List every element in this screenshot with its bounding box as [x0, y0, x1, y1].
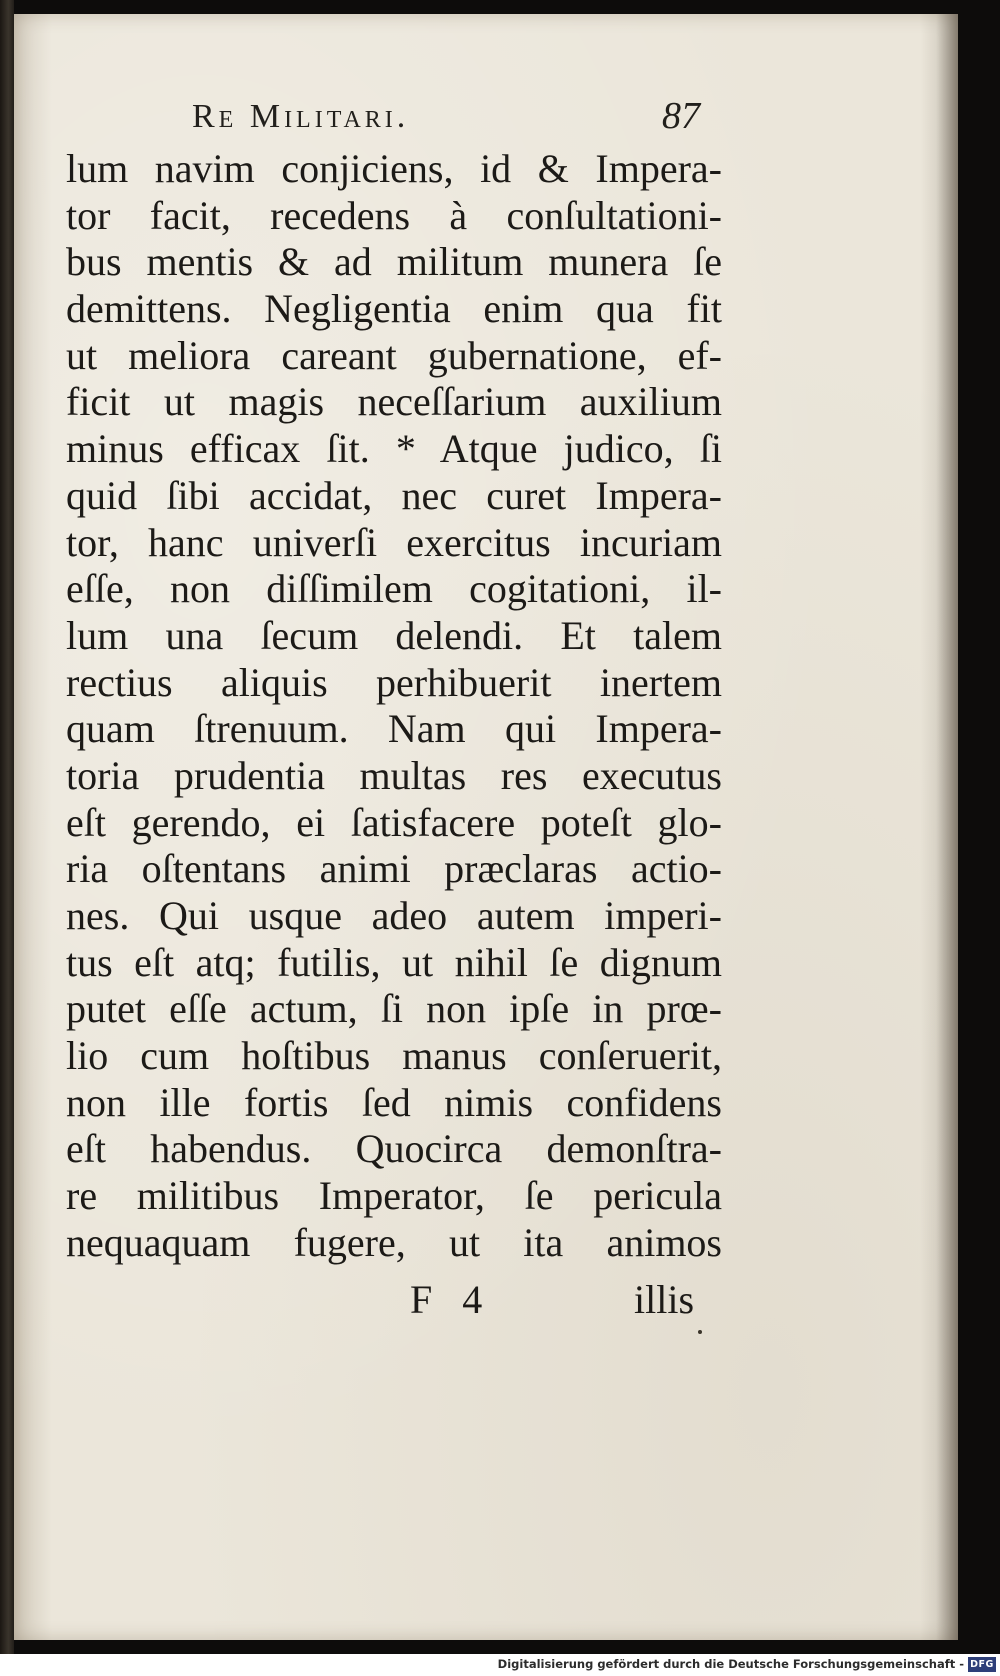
text-line: rectius aliquis perhibuerit inertem — [66, 659, 722, 705]
text-line: demittens. Negligentia enim qua fit — [66, 286, 722, 332]
text-line: eſſe, non diſſimilem cogitationi, il- — [66, 566, 722, 612]
text-line: quam ſtrenuum. Nam qui Impera- — [66, 706, 722, 752]
credit-text: Digitalisierung gefördert durch die Deutsche Forschungsgemeinschaft - — [497, 1657, 964, 1671]
text-line: toria prudentia multas res executus — [66, 752, 722, 798]
text-line: tor facit, recedens à conſultationi- — [66, 192, 722, 238]
text-line: putet eſſe actum, ſi non ipſe in prœ- — [66, 986, 722, 1032]
text-line: eſt habendus. Quocirca demonſtra- — [66, 1126, 722, 1172]
text-line: lum navim conjiciens, id & Impera- — [66, 146, 722, 191]
text-line: tus eſt atq; futilis, ut nihil ſe dignum — [66, 939, 722, 985]
text-line: nes. Qui usque adeo autem imperi- — [66, 893, 722, 938]
dfg-logo: DFG — [968, 1657, 996, 1672]
text-line: ut meliora careant gubernatione, ef- — [66, 332, 722, 378]
text-line: non ille fortis ſed nimis confidens — [66, 1079, 722, 1125]
ink-speck — [698, 1330, 702, 1334]
running-head-title: Re Militari. — [192, 98, 410, 135]
text-line: lio cum hoſtibus manus conſeruerit, — [66, 1033, 722, 1079]
text-line: ficit ut magis neceſſarium auxilium — [66, 379, 722, 425]
text-line: nequaquam fugere, ut ita animos — [66, 1219, 722, 1265]
page-edge-shadow — [936, 14, 958, 1640]
text-line: ria oſtentans animi præclaras actio- — [66, 846, 722, 892]
page-footer — [14, 1276, 958, 1326]
running-head — [14, 92, 958, 152]
book-page — [14, 14, 958, 1640]
text-line: eſt gerendo, ei ſatisfacere poteſt glo- — [66, 799, 722, 845]
text-line: lum una ſecum delendi. Et talem — [66, 612, 722, 658]
catchword: illis — [634, 1277, 695, 1322]
text-line: bus mentis & ad militum munera ſe — [66, 239, 722, 285]
body-text — [66, 146, 722, 1267]
digitization-credit-bar — [0, 1654, 1000, 1676]
text-line: quid ſibi accidat, nec curet Impera- — [66, 472, 722, 518]
binding-edge — [0, 0, 14, 1654]
page-number: 87 — [662, 95, 700, 137]
text-line: re militibus Imperator, ſe pericula — [66, 1173, 722, 1219]
text-line: tor, hanc univerſi exercitus incuriam — [66, 519, 722, 565]
signature-mark: F 4 — [410, 1277, 483, 1322]
text-line: minus efficax ſit. * Atque judico, ſi — [66, 426, 722, 472]
